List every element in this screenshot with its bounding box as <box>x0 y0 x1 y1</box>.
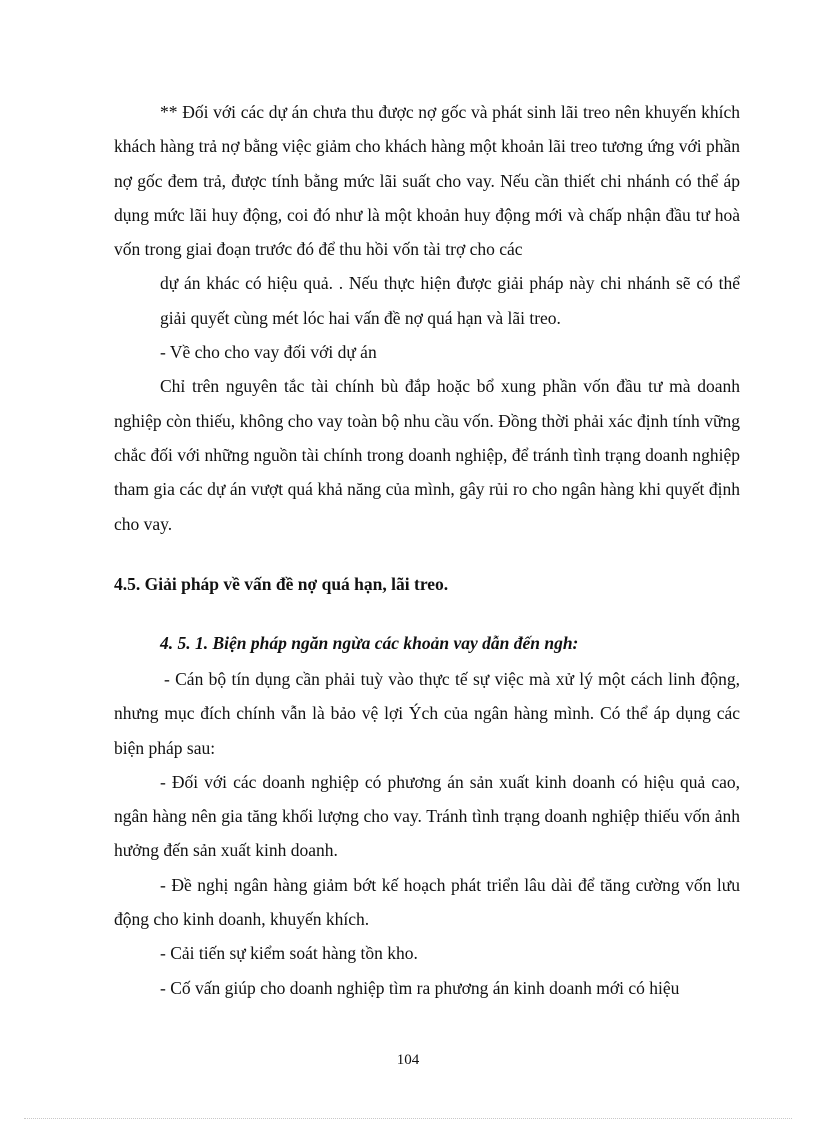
paragraph-efficient-enterprises: - Đối với các doanh nghiệp có phương án sản xuất kinh doanh có hiệu quả cao, ngân hàng nên gia tăng khối lượng cho vay. Tránh tình trạng doanh nghiệp thiếu vốn ảnh hưởng đến sản xuất kinh doanh. <box>114 771 740 861</box>
footer-divider <box>24 1118 792 1119</box>
page-number: 104 <box>396 1052 420 1068</box>
body-text-block-1 <box>114 95 740 541</box>
subsection-heading: 4. 5. 1. Biện pháp ngăn ngừa các khoản vay dẫn đến ngh: <box>160 633 579 653</box>
paragraph-project-lending-item: - Về cho cho vay đối với dự án <box>160 342 377 363</box>
paragraph-solution-effect: dự án khác có hiệu quả. . Nếu thực hiện được giải pháp này chi nhánh sẽ có thể giải quyết cùng mét lóc hai vấn đề nợ quá hạn và lãi treo. <box>160 273 740 328</box>
paragraph-financing-principle: Chỉ trên nguyên tắc tài chính bù đắp hoặc bổ xung phần vốn đầu tư mà doanh nghiệp còn thiếu, không cho vay toàn bộ nhu cầu vốn. Đồng thời phải xác định tính vững chắc đối với những nguồn tài chính trong doanh nghiệp, để tránh tình trạng doanh nghiệp tham gia các dự án vượt quá khả năng của mình, gây rủi ro cho ngân hàng khi quyết định cho vay. <box>114 376 740 534</box>
paragraph-reduce-long-term: - Đề nghị ngân hàng giảm bớt kế hoạch phát triển lâu dài để tăng cường vốn lưu động cho kinh doanh, khuyến khích. <box>114 874 740 930</box>
section-heading: 4.5. Giải pháp về vấn đề nợ quá hạn, lãi treo. <box>114 574 449 594</box>
paragraph-unresolved-loans: ** Đối với các dự án chưa thu được nợ gốc và phát sinh lãi treo nên khuyến khích khách hàng trả nợ bằng việc giảm cho khách hàng một khoản lãi treo tương ứng với phần nợ gốc đem trả, được tính bằng mức lãi suất cho vay. Nếu cần thiết chi nhánh có thể áp dụng mức lãi huy động, coi đó như là một khoản huy động mới và chấp nhận đầu tư hoà vốn trong giai đoạn trước đó để thu hồi vốn tài trợ cho các <box>114 102 740 260</box>
paragraph-inventory-control: - Cải tiến sự kiểm soát hàng tồn kho. <box>160 943 418 964</box>
paragraph-advisory: - Cố vấn giúp cho doanh nghiệp tìm ra phương án kinh doanh mới có hiệu <box>160 977 680 998</box>
paragraph-credit-officer: - Cán bộ tín dụng cần phải tuỳ vào thực tế sự việc mà xử lý một cách linh động, nhưng mục đích chính vẫn là bảo vệ lợi Ých của ngân hàng mình. Có thể áp dụng các biện pháp sau: <box>114 669 740 758</box>
body-text-block-2 <box>114 662 740 1005</box>
